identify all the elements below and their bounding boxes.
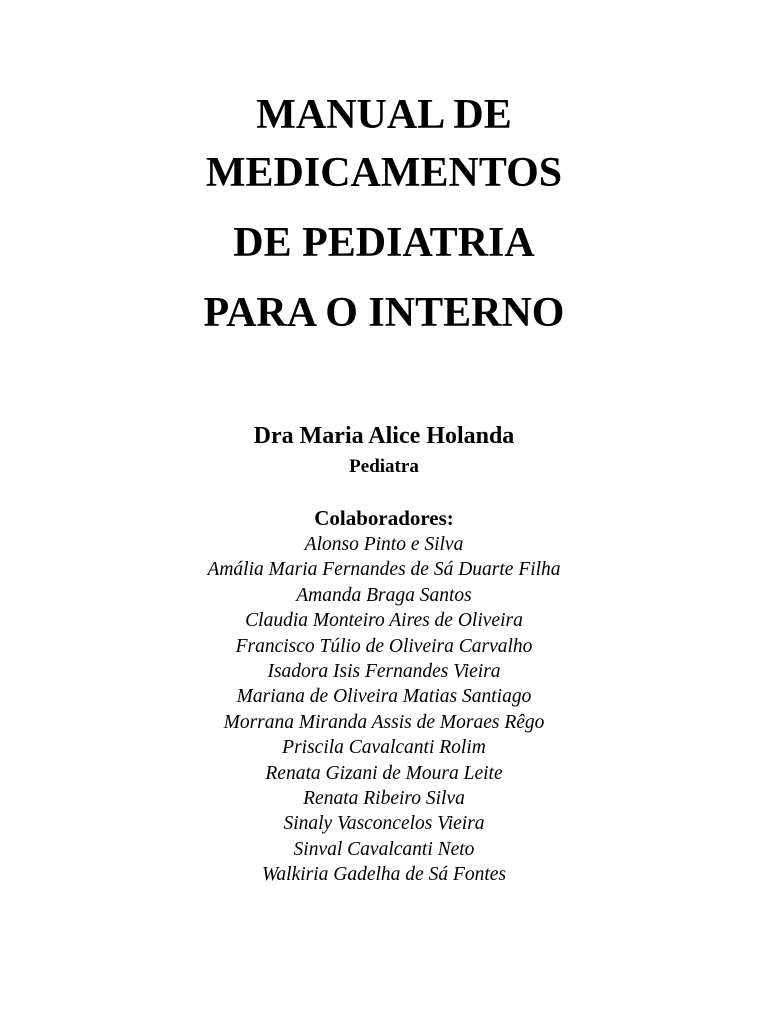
title-line-2: MEDICAMENTOS (205, 150, 563, 196)
collaborator-name: Amanda Braga Santos (296, 584, 472, 606)
collaborator-name: Isadora Isis Fernandes Vieira (267, 660, 501, 682)
collaborator-name: Morrana Miranda Assis de Moraes Rêgo (223, 711, 545, 733)
collaborator-name: Francisco Túlio de Oliveira Carvalho (235, 635, 533, 657)
title-line-3: DE PEDIATRIA (233, 220, 535, 266)
collaborator-name: Alonso Pinto e Silva (304, 534, 464, 555)
collaborator-name: Renata Ribeiro Silva (303, 787, 465, 809)
collaborator-name: Walkiria Gadelha de Sá Fontes (261, 864, 507, 886)
collaborator-name: Claudia Monteiro Aires de Oliveira (245, 610, 523, 632)
title-line-1: MANUAL DE (256, 92, 512, 138)
author-name: Dra Maria Alice Holanda (253, 423, 515, 449)
collaborators-heading: Colaboradores: (314, 506, 454, 530)
collaborator-name: Sinaly Vasconcelos Vieira (283, 813, 485, 835)
author-role: Pediatra (349, 456, 419, 477)
collaborator-name: Amália Maria Fernandes de Sá Duarte Filha (207, 559, 561, 581)
collaborator-name: Renata Gizani de Moura Leite (265, 762, 503, 784)
collaborators-list (0, 532, 768, 887)
collaborator-name: Sinval Cavalcanti Neto (293, 838, 475, 860)
collaborator-name: Priscila Cavalcanti Rolim (282, 737, 486, 759)
title-line-4: PARA O INTERNO (203, 290, 565, 336)
collaborator-name: Mariana de Oliveira Matias Santiago (236, 686, 532, 708)
